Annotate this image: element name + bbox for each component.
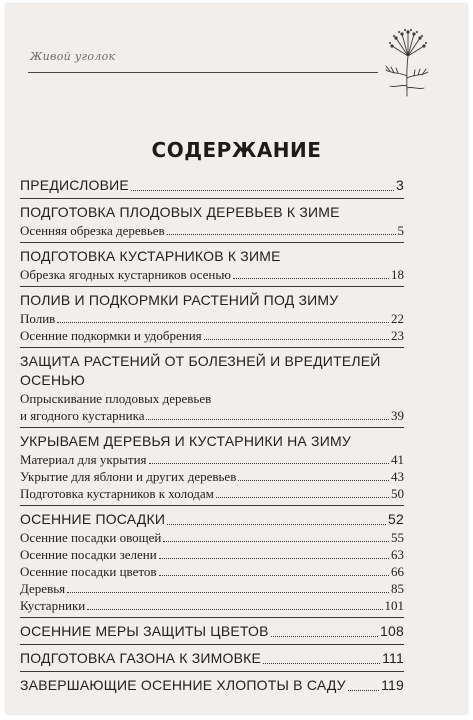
page-number: 55: [391, 530, 404, 545]
book-page: [6, 4, 467, 714]
dot-leader: [216, 497, 389, 498]
dot-leader: [233, 278, 389, 279]
toc-entry-row[interactable]: [20, 580, 404, 597]
dot-leader: [57, 322, 389, 323]
dot-leader: [149, 463, 389, 464]
page-number: 63: [391, 547, 404, 562]
page-number: 52: [388, 511, 404, 527]
toc-label: Кустарники: [20, 598, 86, 613]
toc-label: Осенняя обрезка деревьев: [20, 223, 165, 238]
toc-entry-row[interactable]: [20, 597, 404, 614]
toc-entry-row[interactable]: [20, 485, 404, 502]
toc-section-heading: ЗАЩИТА РАСТЕНИЙ ОТ БОЛЕЗНЕЙ И ВРЕДИТЕЛЕЙ: [20, 353, 381, 369]
page-number: 22: [391, 311, 404, 326]
dill-plant-icon: [378, 26, 436, 98]
toc-entry-row[interactable]: [20, 222, 404, 239]
toc-section-row[interactable]: [20, 176, 404, 195]
toc-label: ЗАВЕРШАЮЩИЕ ОСЕННИЕ ХЛОПОТЫ В САДУ: [20, 677, 346, 693]
toc-entry-row[interactable]: [20, 310, 404, 327]
toc-section-heading: ПОДГОТОВКА КУСТАРНИКОВ К ЗИМЕ: [20, 248, 281, 264]
page-number: 101: [384, 598, 404, 613]
section-divider: [20, 286, 404, 287]
section-divider: [20, 242, 404, 243]
dot-leader: [163, 541, 389, 542]
toc-entry-row[interactable]: [20, 468, 404, 485]
toc-label: ПОДГОТОВКА ГАЗОНА К ЗИМОВКЕ: [20, 650, 262, 666]
table-of-contents: [20, 176, 404, 695]
page-number: 111: [382, 650, 404, 666]
toc-label: и ягодного кустарника: [20, 408, 145, 423]
page-number: 50: [391, 486, 404, 501]
toc-label: Осенние подкормки и удобрения: [20, 328, 202, 343]
page-title: СОДЕРЖАНИЕ: [151, 138, 322, 162]
dot-leader: [67, 592, 389, 593]
page-number: 85: [391, 581, 404, 596]
page-number: 5: [397, 223, 404, 238]
dot-leader: [263, 663, 380, 664]
section-divider: [20, 644, 404, 645]
toc-label: ПРЕДИСЛОВИЕ: [20, 177, 129, 193]
toc-section-row[interactable]: [20, 622, 404, 641]
section-divider: [20, 347, 404, 348]
dot-leader: [348, 690, 379, 691]
dot-leader: [159, 575, 389, 576]
toc-entry-row[interactable]: [20, 529, 404, 546]
toc-entry-row[interactable]: [20, 451, 404, 468]
running-header: Живой уголок: [30, 50, 116, 63]
section-divider: [20, 198, 404, 199]
page-number: 43: [391, 469, 404, 484]
toc-label: ОСЕННИЕ ПОСАДКИ: [20, 511, 166, 527]
dot-leader: [204, 339, 389, 340]
section-divider: [20, 505, 404, 506]
toc-section-row[interactable]: [20, 676, 404, 695]
dot-leader: [271, 636, 378, 637]
dot-leader: [167, 234, 396, 235]
toc-entry-row[interactable]: [20, 266, 404, 283]
toc-section-heading: УКРЫВАЕМ ДЕРЕВЬЯ И КУСТАРНИКИ НА ЗИМУ: [20, 433, 351, 449]
page-number: 23: [391, 328, 404, 343]
page-number: 108: [380, 623, 404, 639]
dot-leader: [87, 609, 382, 610]
page-number: 3: [396, 177, 404, 193]
toc-entry-row[interactable]: [20, 546, 404, 563]
toc-label: Деревья: [20, 581, 66, 596]
dot-leader: [146, 419, 389, 420]
toc-label: Осенние посадки зелени: [20, 547, 157, 562]
toc-label: Укрытие для яблони и других деревьев: [20, 469, 237, 484]
toc-section-row[interactable]: [20, 649, 404, 668]
dot-leader: [131, 190, 394, 191]
page-number: 39: [391, 408, 404, 423]
section-divider: [20, 427, 404, 428]
toc-label: Материал для укрытия: [20, 452, 147, 467]
toc-label: Подготовка кустарников к холодам: [20, 486, 214, 501]
header-rule: [28, 72, 378, 73]
section-divider: [20, 617, 404, 618]
section-divider: [20, 671, 404, 672]
toc-section-row[interactable]: [20, 510, 404, 529]
dot-leader: [238, 480, 389, 481]
page-number: 41: [391, 452, 404, 467]
toc-section-heading: ОСЕНЬЮ: [20, 372, 85, 388]
toc-label: Полив: [20, 311, 56, 326]
toc-section-heading: ПОЛИВ И ПОДКОРМКИ РАСТЕНИЙ ПОД ЗИМУ: [20, 292, 339, 308]
toc-label: ОСЕННИЕ МЕРЫ ЗАЩИТЫ ЦВЕТОВ: [20, 623, 269, 639]
toc-section-heading: ПОДГОТОВКА ПЛОДОВЫХ ДЕРЕВЬЕВ К ЗИМЕ: [20, 204, 340, 220]
toc-entry-row[interactable]: [20, 327, 404, 344]
toc-label: Обрезка ягодных кустарников осенью: [20, 267, 231, 282]
toc-entry-row[interactable]: [20, 563, 404, 580]
page-number: 18: [391, 267, 404, 282]
toc-label: Осенние посадки цветов: [20, 564, 157, 579]
toc-label: Осенние посадки овощей: [20, 530, 162, 545]
toc-entry-row[interactable]: [20, 407, 404, 424]
page-number: 66: [391, 564, 404, 579]
page-number: 119: [381, 677, 404, 693]
toc-entry-text: Опрыскивание плодовых деревьев: [20, 391, 212, 406]
dot-leader: [167, 524, 386, 525]
dot-leader: [159, 558, 389, 559]
